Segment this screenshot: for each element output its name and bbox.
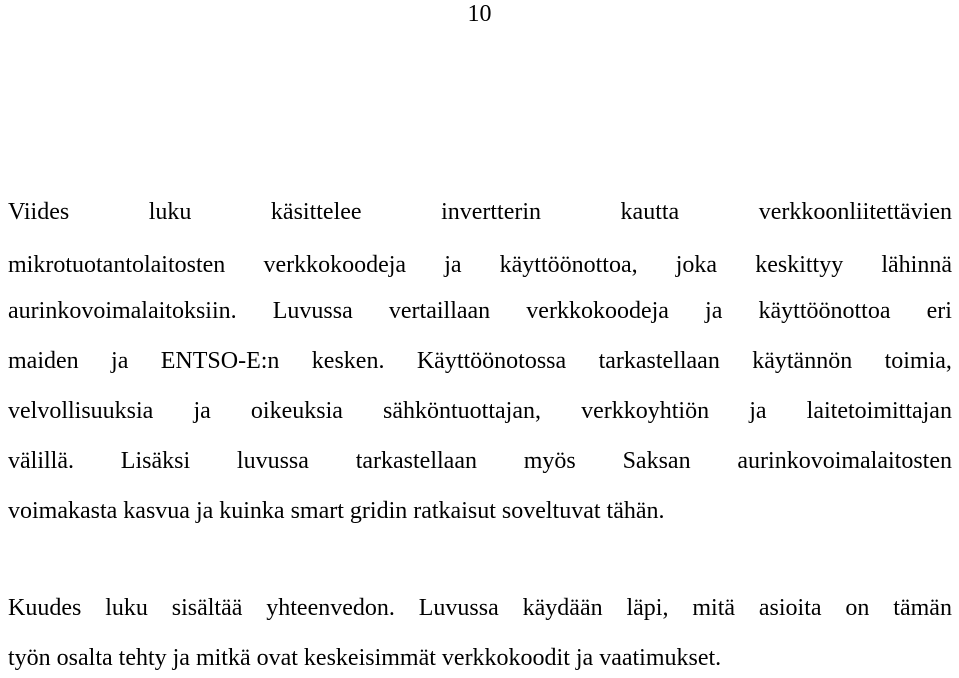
word: joka — [675, 252, 718, 278]
word: ja — [111, 348, 129, 374]
word: tarkastellaan — [355, 448, 477, 474]
word: luku — [148, 199, 192, 225]
word: ja — [444, 252, 462, 278]
word: aurinkovoimalaitoksiin. — [8, 298, 237, 324]
word: laitetoimittajan — [806, 398, 952, 424]
word: käydään — [522, 595, 603, 621]
word: sähköntuottajan, — [383, 398, 541, 424]
word: ja — [749, 398, 767, 424]
text-line — [8, 447, 952, 475]
word: ja — [705, 298, 723, 324]
word: luvussa — [236, 448, 309, 474]
word: toimia, — [884, 348, 952, 374]
text-line — [8, 397, 952, 425]
word: myös — [523, 448, 576, 474]
text-line — [8, 347, 952, 375]
word: verkkoonliitettävien — [758, 199, 952, 225]
word: Viides — [8, 199, 70, 225]
text-line — [8, 297, 952, 325]
word: verkkokoodeja — [526, 298, 669, 324]
word: käyttöönottoa, — [499, 252, 638, 278]
word: oikeuksia — [250, 398, 343, 424]
word: tarkastellaan — [598, 348, 720, 374]
word: välillä. — [8, 448, 74, 474]
word: on — [845, 595, 870, 621]
word: luku — [105, 595, 148, 621]
word: vertaillaan — [388, 298, 491, 324]
page-number: 10 — [467, 1, 492, 27]
word: keskittyy — [755, 252, 844, 278]
word: käyttöönottoa — [758, 298, 891, 324]
word: Käyttöönotossa — [416, 348, 567, 374]
word: käytännön — [752, 348, 853, 374]
word: mitä — [692, 595, 736, 621]
word: lähinnä — [881, 252, 952, 278]
word: mikrotuotantolaitosten — [8, 252, 226, 278]
word: tämän — [893, 595, 952, 621]
word: Kuudes — [8, 595, 82, 621]
word: kautta — [620, 199, 680, 225]
word: Luvussa — [418, 595, 499, 621]
word: Lisäksi — [120, 448, 191, 474]
text-line — [8, 594, 952, 622]
word: velvollisuuksia — [8, 398, 154, 424]
word: yhteenvedon. — [266, 595, 395, 621]
text-line: työn osalta tehty ja mitkä ovat keskeisimmät verkkokoodit ja vaatimukset. — [8, 645, 722, 671]
word: asioita — [758, 595, 822, 621]
word: aurinkovoimalaitosten — [737, 448, 952, 474]
word: läpi, — [626, 595, 669, 621]
word: eri — [926, 298, 952, 324]
word: ja — [193, 398, 211, 424]
word: invertterin — [441, 199, 542, 225]
word: käsittelee — [270, 199, 362, 225]
word: kesken. — [311, 348, 385, 374]
word: verkkokoodeja — [263, 252, 407, 278]
word: maiden — [8, 348, 79, 374]
word: verkkoyhtiön — [581, 398, 710, 424]
word: Saksan — [622, 448, 691, 474]
text-line: voimakasta kasvua ja kuinka smart gridin ratkaisut soveltuvat tähän. — [8, 498, 665, 524]
word: sisältää — [171, 595, 243, 621]
text-line — [8, 251, 952, 279]
word: Luvussa — [272, 298, 353, 324]
text-line — [8, 198, 952, 226]
word: ENTSO-E:n — [160, 348, 280, 374]
